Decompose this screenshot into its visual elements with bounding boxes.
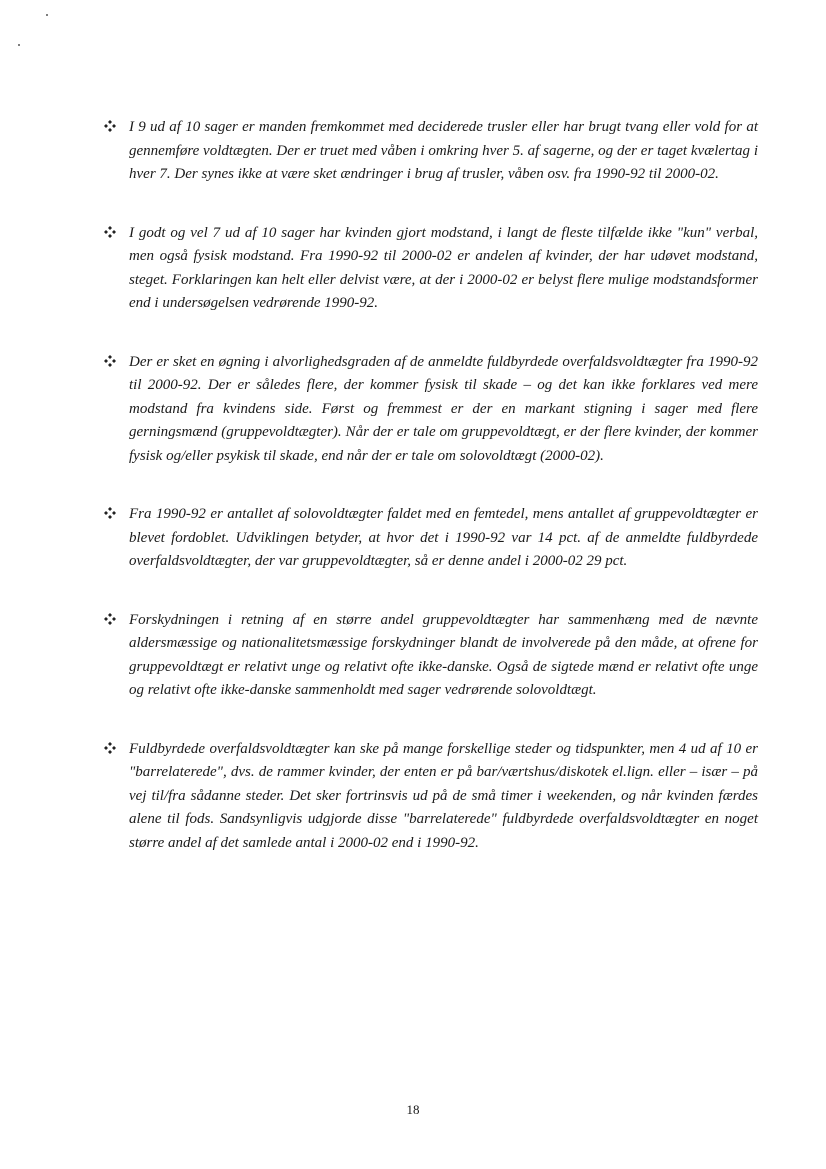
- bullet-text: Der er sket en øgning i alvorlighedsgraden af de anmeldte fuldbyrdede overfaldsvoldtægter fra 1990-92 til 2000-92. Der er således flere, der kommer fysisk til skade – og det kan ikke forklares ved mere modstand fra kvindens side. Først og fremmest er der en markant stigning i sager med flere gerningsmænd (gruppevoldtægter). Når der er tale om gruppevoldtægt, er der flere kvinder, der kommer fysisk og/eller psykisk til skade, end når der er tale om solovoldtægt (2000-02).: [129, 353, 758, 464]
- bullet-text: Fra 1990-92 er antallet af solovoldtægter faldet med en femtedel, mens antallet af gruppevoldtægter er blevet fordoblet. Udviklingen betyder, at hvor det i 1990-92 var 14 pct. af de anmeldte fuldbyrdede overfaldsvoldtægter, der var gruppevoldtægter, så er denne andel i 2000-02 29 pct.: [129, 506, 758, 569]
- four-diamond-bullet-icon: [103, 506, 117, 520]
- scan-speck: [46, 14, 48, 16]
- bullet-item: [103, 609, 758, 703]
- bullet-text: I godt og vel 7 ud af 10 sager har kvinden gjort modstand, i langt de fleste tilfælde ikke "kun" verbal, men også fysisk modstand. Fra 1990-92 til 2000-02 er andelen af kvinder, der har udøvet modstand, steget. Forklaringen kan helt eller delvist være, at der i 2000-02 er belyst flere mulige modstandsformer end i undersøgelsen vedrørende 1990-92.: [129, 224, 758, 311]
- four-diamond-bullet-icon: [103, 225, 117, 239]
- bullet-list: [103, 116, 758, 890]
- four-diamond-bullet-icon: [103, 741, 117, 755]
- bullet-item: [103, 738, 758, 856]
- four-diamond-bullet-icon: [103, 354, 117, 368]
- bullet-text: Forskydningen i retning af en større andel gruppevoldtægter har sammenhæng med de nævnte aldersmæssige og nationalitetsmæssige forskydninger blandt de involverede på den måde, at ofrene for gruppevoldtægt er relativt unge og relativt ofte ikke-danske. Også de sigtede mænd er relativt ofte unge og relativt ofte ikke-danske sammenholdt med sager vedrørende solovoldtægt.: [129, 611, 758, 698]
- four-diamond-bullet-icon: [103, 612, 117, 626]
- four-diamond-bullet-icon: [103, 119, 117, 133]
- bullet-text: I 9 ud af 10 sager er manden fremkommet med deciderede trusler eller har brugt tvang eller vold for at gennemføre voldtægten. Der er truet med våben i omkring hver 5. af sagerne, og der er taget kvælertag i hver 7. Der synes ikke at være sket ændringer i brug af trusler, våben osv. fra 1990-92 til 2000-02.: [129, 119, 758, 182]
- bullet-text: Fuldbyrdede overfaldsvoldtægter kan ske på mange forskellige steder og tidspunkter, men 4 ud af 10 er "barrelaterede", dvs. de rammer kvinder, der enten er på bar/værtshus/diskotek el.lign. eller – især – på vej til/fra sådanne steder. Det sker fortrinsvis ud på de små timer i weekenden, og når kvinden færdes alene til fods. Sandsynligvis udgjorde disse "barrelaterede" fuldbyrdede overfaldsvoldtægter en noget større andel af det samlede antal i 2000-02 end i 1990-92.: [129, 740, 758, 851]
- scan-speck: [18, 44, 20, 46]
- bullet-item: [103, 503, 758, 574]
- bullet-item: [103, 116, 758, 187]
- page-number: 18: [406, 1102, 420, 1117]
- bullet-item: [103, 351, 758, 469]
- bullet-item: [103, 222, 758, 316]
